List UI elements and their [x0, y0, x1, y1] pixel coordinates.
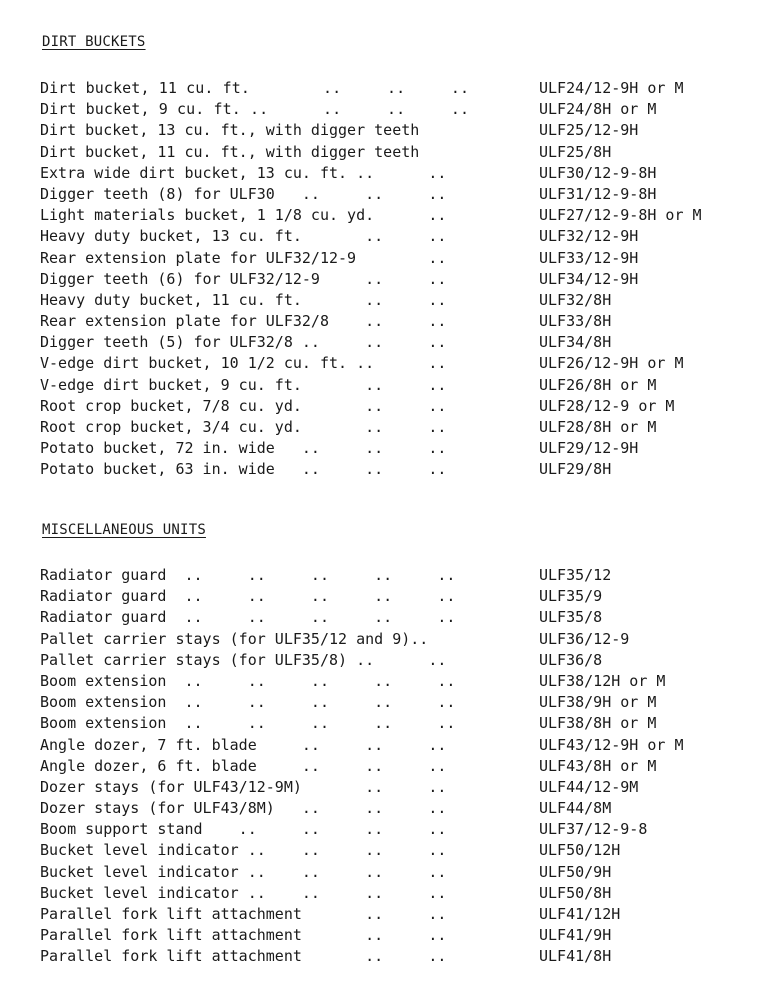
item-part-number: ULF36/8 [539, 650, 603, 669]
item-description: Digger teeth (6) for ULF32/12-9 .. .. [40, 269, 447, 288]
item-part-number: ULF24/8H or M [539, 100, 657, 119]
item-description: V-edge dirt bucket, 10 1/2 cu. ft. .. .. [40, 354, 447, 373]
item-description: Rear extension plate for ULF32/8 .. .. [40, 312, 447, 331]
item-part-number: ULF38/8H or M [539, 714, 657, 733]
list-item [40, 904, 760, 925]
list-item [40, 819, 760, 840]
item-description: Boom extension .. .. .. .. .. [40, 671, 456, 690]
miscellaneous-units-list [40, 565, 760, 968]
item-description: Angle dozer, 6 ft. blade .. .. .. [40, 756, 447, 775]
item-description: Dozer stays (for ULF43/8M) .. .. .. [40, 799, 447, 818]
list-item [40, 565, 760, 586]
list-item [40, 925, 760, 946]
item-description: Root crop bucket, 3/4 cu. yd. .. .. [40, 418, 447, 436]
item-description: Dirt bucket, 11 cu. ft., with digger teeth [40, 142, 420, 161]
list-item [40, 120, 760, 141]
list-item [40, 184, 760, 205]
item-part-number: ULF31/12-9-8H [539, 184, 657, 203]
list-item [40, 311, 760, 332]
list-item [40, 396, 760, 417]
list-item [40, 650, 760, 671]
list-item [40, 226, 760, 247]
list-item [40, 629, 760, 650]
list-item [40, 777, 760, 798]
item-part-number: ULF29/8H [539, 460, 612, 479]
item-description: Dirt bucket, 13 cu. ft., with digger teeth [40, 121, 420, 140]
list-item [40, 142, 760, 163]
item-part-number: ULF50/12H [539, 841, 621, 860]
item-part-number: ULF32/8H [539, 290, 612, 309]
section-heading-dirt-buckets: DIRT BUCKETS [42, 34, 146, 50]
item-part-number: ULF50/8H [539, 883, 612, 902]
list-item [40, 607, 760, 628]
item-part-number: ULF35/12 [539, 566, 612, 584]
item-description: Extra wide dirt bucket, 13 cu. ft. .. .. [40, 163, 447, 182]
item-description: Bucket level indicator .. .. .. .. [40, 883, 447, 902]
item-description: Radiator guard .. .. .. .. .. [40, 566, 456, 584]
list-item [40, 78, 760, 99]
item-description: Radiator guard .. .. .. .. .. [40, 608, 456, 627]
dirt-buckets-list [40, 78, 760, 481]
item-description: Boom extension .. .. .. .. .. [40, 693, 456, 712]
item-part-number: ULF44/8M [539, 799, 612, 818]
item-description: Rear extension plate for ULF32/12-9 .. [40, 248, 447, 267]
list-item [40, 353, 760, 374]
item-part-number: ULF38/12H or M [539, 671, 666, 690]
list-item [40, 269, 760, 290]
item-description: Potato bucket, 63 in. wide .. .. .. [40, 460, 447, 479]
list-item [40, 438, 760, 459]
item-part-number: ULF28/8H or M [539, 418, 657, 436]
item-part-number: ULF41/12H [539, 905, 621, 923]
item-part-number: ULF43/8H or M [539, 756, 657, 775]
item-part-number: ULF41/8H [539, 947, 612, 966]
item-description: Pallet carrier stays (for ULF35/12 and 9).. [40, 629, 429, 648]
item-part-number: ULF29/12-9H [539, 439, 639, 458]
item-part-number: ULF38/9H or M [539, 693, 657, 712]
section-heading-miscellaneous-units: MISCELLANEOUS UNITS [42, 522, 206, 538]
list-item [40, 692, 760, 713]
list-item [40, 671, 760, 692]
list-item [40, 99, 760, 120]
item-description: Angle dozer, 7 ft. blade .. .. .. [40, 735, 447, 754]
item-description: Root crop bucket, 7/8 cu. yd. .. .. [40, 396, 447, 415]
item-part-number: ULF44/12-9M [539, 777, 639, 796]
list-item [40, 586, 760, 607]
item-description: Heavy duty bucket, 11 cu. ft. .. .. [40, 290, 447, 309]
item-part-number: ULF25/8H [539, 142, 612, 161]
list-item [40, 332, 760, 353]
list-item [40, 205, 760, 226]
item-part-number: ULF28/12-9 or M [539, 396, 675, 415]
list-item [40, 862, 760, 883]
item-description: Parallel fork lift attachment .. .. [40, 947, 447, 966]
list-item [40, 713, 760, 734]
list-item [40, 735, 760, 756]
item-part-number: ULF34/8H [539, 333, 612, 352]
list-item [40, 756, 760, 777]
item-part-number: ULF36/12-9 [539, 629, 630, 648]
item-part-number: ULF27/12-9-8H or M [539, 206, 702, 225]
item-part-number: ULF32/12-9H [539, 227, 639, 246]
item-description: V-edge dirt bucket, 9 cu. ft. .. .. [40, 375, 447, 394]
item-part-number: ULF30/12-9-8H [539, 163, 657, 182]
list-item [40, 163, 760, 184]
item-description: Dirt bucket, 11 cu. ft. .. .. .. [40, 79, 470, 97]
item-description: Radiator guard .. .. .. .. .. [40, 587, 456, 606]
item-part-number: ULF43/12-9H or M [539, 735, 684, 754]
list-item [40, 883, 760, 904]
item-part-number: ULF37/12-9-8 [539, 820, 648, 839]
item-description: Digger teeth (5) for ULF32/8 .. .. .. [40, 333, 447, 352]
item-description: Parallel fork lift attachment .. .. [40, 926, 447, 945]
item-part-number: ULF34/12-9H [539, 269, 639, 288]
item-part-number: ULF41/9H [539, 926, 612, 945]
item-part-number: ULF50/9H [539, 862, 612, 881]
item-description: Dirt bucket, 9 cu. ft. .. .. .. .. [40, 100, 470, 119]
item-description: Boom support stand .. .. .. .. [40, 820, 447, 839]
item-description: Parallel fork lift attachment .. .. [40, 905, 447, 923]
item-part-number: ULF24/12-9H or M [539, 79, 684, 97]
list-item [40, 290, 760, 311]
item-description: Pallet carrier stays (for ULF35/8) .. .. [40, 650, 447, 669]
item-part-number: ULF33/12-9H [539, 248, 639, 267]
item-part-number: ULF26/12-9H or M [539, 354, 684, 373]
item-description: Bucket level indicator .. .. .. .. [40, 841, 447, 860]
list-item [40, 840, 760, 861]
item-description: Dozer stays (for ULF43/12-9M) .. .. [40, 777, 447, 796]
item-description: Potato bucket, 72 in. wide .. .. .. [40, 439, 447, 458]
list-item [40, 417, 760, 438]
item-description: Bucket level indicator .. .. .. .. [40, 862, 447, 881]
item-description: Boom extension .. .. .. .. .. [40, 714, 456, 733]
item-part-number: ULF25/12-9H [539, 121, 639, 140]
list-item [40, 375, 760, 396]
item-part-number: ULF35/9 [539, 587, 603, 606]
item-description: Light materials bucket, 1 1/8 cu. yd. .. [40, 206, 447, 225]
list-item [40, 798, 760, 819]
list-item [40, 248, 760, 269]
list-item [40, 459, 760, 480]
list-item [40, 946, 760, 967]
item-description: Heavy duty bucket, 13 cu. ft. .. .. [40, 227, 447, 246]
item-part-number: ULF35/8 [539, 608, 603, 627]
item-part-number: ULF33/8H [539, 312, 612, 331]
item-part-number: ULF26/8H or M [539, 375, 657, 394]
item-description: Digger teeth (8) for ULF30 .. .. .. [40, 184, 447, 203]
